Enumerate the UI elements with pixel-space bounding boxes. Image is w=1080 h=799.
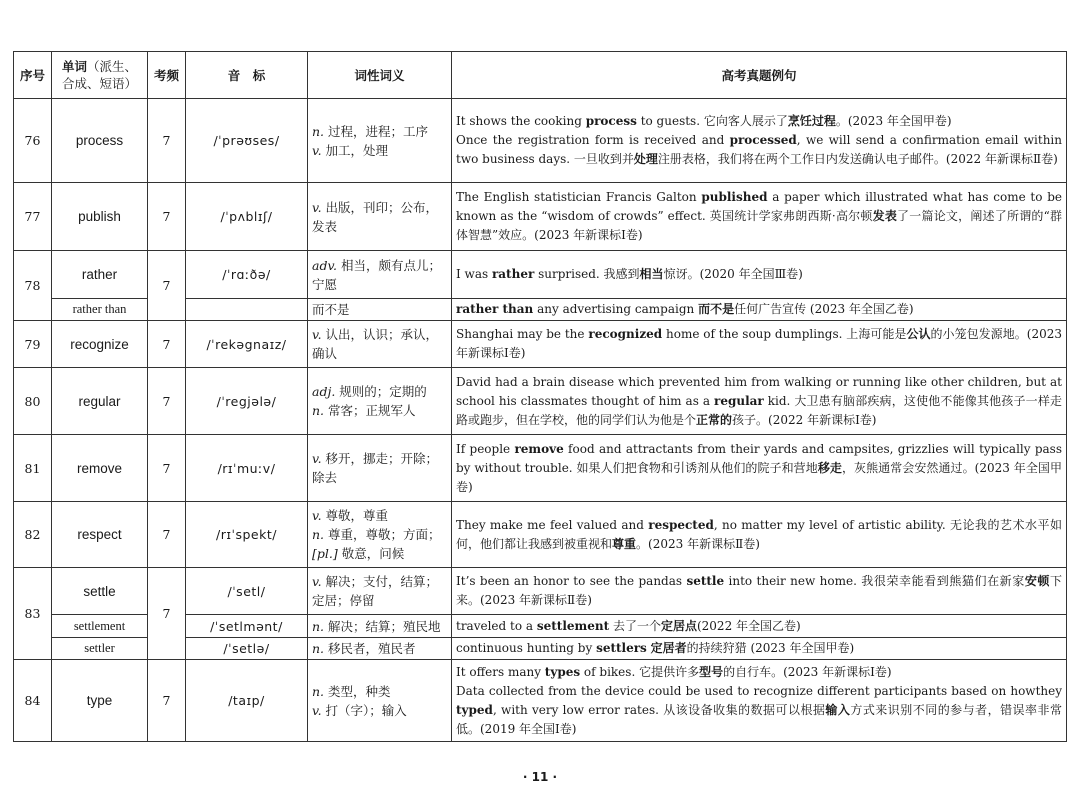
row-phonetic: /ˈprəʊses/ (186, 99, 308, 183)
part-of-speech: n. (312, 403, 328, 418)
example-keyword: 发表 (872, 209, 898, 223)
example-text: 惊讶。(2020 年全国Ⅲ卷) (663, 267, 803, 281)
meaning-line (312, 525, 447, 544)
part-of-speech: n. (312, 123, 328, 139)
part-of-speech: n. (312, 683, 328, 699)
example-keyword: 安顿 (1024, 574, 1050, 588)
row-number: 76 (14, 99, 52, 183)
example-keyword: regular (714, 393, 764, 408)
example-text: The English statistician Francis Galton (456, 190, 702, 204)
row-phonetic: /ˈrekəgnaɪz/ (186, 321, 308, 368)
example-keyword: 输入 (825, 702, 851, 717)
row-number: 78 (14, 251, 52, 321)
row-word: rather than (52, 299, 148, 321)
header-meaning: 词性词义 (308, 52, 452, 99)
header-freq: 考频 (148, 52, 186, 99)
meaning-line (312, 449, 447, 487)
vocabulary-table (13, 51, 1067, 742)
table-row (14, 183, 1067, 251)
row-phonetic: /ˈregjələ/ (186, 368, 308, 435)
example-text: Data collected from the device could be used to recognize different participants based on howthey (456, 683, 1062, 698)
row-phonetic: /taɪp/ (186, 660, 308, 742)
meaning-text: 认出，认识；承认，确认 (312, 327, 439, 361)
meaning-text: 打（字）；输入 (325, 702, 407, 718)
row-word: regular (52, 368, 148, 435)
row-word: settler (52, 638, 148, 660)
example-sentence (456, 325, 1062, 363)
row-meaning (308, 660, 452, 742)
example-keyword: 定居者 (650, 641, 687, 655)
table-row (14, 502, 1067, 568)
example-keyword: 定居点 (660, 618, 697, 633)
meaning-text: 规则的；定期的 (339, 384, 427, 399)
example-sentence (456, 516, 1062, 554)
part-of-speech: v. (312, 199, 326, 215)
example-keyword: rather than (456, 302, 534, 316)
example-text: 了一篇论文，阐述了所谓的“群体智慧”效应。(2023 年新课标Ⅰ卷) (456, 209, 1062, 242)
row-meaning (308, 638, 452, 660)
meaning-text: 加工，处理 (325, 142, 389, 158)
row-meaning (308, 435, 452, 502)
meaning-text: 过程，进程；工序 (328, 123, 429, 139)
example-keyword: 公认 (906, 327, 931, 341)
row-frequency: 7 (148, 435, 186, 502)
row-phonetic: /ˈsetl/ (186, 568, 308, 615)
example-text: surprised. 我感到 (534, 267, 640, 281)
row-example (452, 321, 1067, 368)
row-example (452, 435, 1067, 502)
meaning-text: 类型，种类 (328, 683, 391, 699)
meaning-text: 相当，颇有点儿；宁愿 (312, 257, 441, 292)
row-example (452, 251, 1067, 299)
row-meaning (308, 299, 452, 321)
example-keyword: recognized (588, 327, 663, 341)
row-example (452, 660, 1067, 742)
row-number: 79 (14, 321, 52, 368)
example-keyword: types (544, 664, 581, 679)
row-frequency: 7 (148, 99, 186, 183)
example-text: , we will send a confirmation email within two business days. 一旦收到并 (456, 133, 1062, 166)
row-frequency: 7 (148, 183, 186, 251)
header-example: 高考真题例句 (452, 52, 1067, 99)
example-text: If people (456, 441, 515, 456)
example-text: 。(2023 年全国甲卷) (835, 114, 952, 128)
row-meaning (308, 99, 452, 183)
example-text: home of the soup dumplings. 上海可能是 (662, 327, 907, 341)
meaning-line (312, 256, 447, 294)
example-keyword: typed (456, 702, 493, 717)
example-keyword: published (701, 190, 768, 204)
example-text: continuous hunting by (456, 641, 597, 655)
example-text: a paper which illustrated what has come to be known as the “wisdom of crowds” effect. 英国统计学家弗朗西斯·高尔顿 (456, 190, 1062, 223)
row-number: 83 (14, 568, 52, 660)
meaning-line (312, 122, 447, 141)
row-example (452, 502, 1067, 568)
example-sentence (456, 440, 1062, 497)
row-meaning (308, 502, 452, 568)
row-frequency: 7 (148, 321, 186, 368)
example-keyword: 相当 (639, 267, 664, 281)
part-of-speech: v. (312, 508, 326, 523)
row-phonetic (186, 299, 308, 321)
table-row (14, 660, 1067, 742)
example-sentence (456, 572, 1062, 610)
example-keyword: 烹饪过程 (787, 114, 836, 128)
example-text: Once the registration form is received and (456, 133, 730, 147)
row-word: process (52, 99, 148, 183)
header-word (52, 52, 148, 99)
meaning-line (312, 325, 447, 363)
example-text: David had a brain disease which prevented him from walking or running like other children, but at school his classmates thought of him as a (456, 374, 1062, 408)
meaning-line (312, 300, 447, 319)
example-text: 孩子。(2022 年新课标Ⅰ卷) (732, 412, 877, 427)
example-text: , no matter my level of artistic ability. 无论我的艺术水平如何，他们都让我感到被重视和 (456, 517, 1062, 551)
table-header-row (14, 52, 1067, 99)
example-text: It offers many (456, 664, 545, 679)
meaning-text: 解决；支付，结算；定居；停留 (312, 574, 439, 608)
example-text: (2022 年全国乙卷) (696, 618, 801, 633)
meaning-text: 敬意，问候 (341, 546, 405, 561)
example-text: Shanghai may be the (456, 327, 589, 341)
example-keyword: 型号 (699, 664, 724, 679)
example-text: They make me feel valued and (456, 517, 649, 532)
example-text: 的自行车。(2023 年新课标Ⅰ卷) (723, 664, 892, 679)
header-ipa: 音 标 (186, 52, 308, 99)
meaning-line (312, 506, 447, 525)
example-sentence (456, 663, 1062, 682)
example-text: It’s been an honor to see the pandas (456, 574, 687, 588)
row-word: type (52, 660, 148, 742)
row-frequency: 7 (148, 502, 186, 568)
part-of-speech: n. (312, 527, 328, 542)
example-text: of bikes. 它提供许多 (580, 664, 700, 679)
part-of-speech: [pl.] (312, 546, 342, 561)
table-row (14, 435, 1067, 502)
meaning-text: 常客；正规军人 (328, 403, 416, 418)
row-word: remove (52, 435, 148, 502)
table-row (14, 251, 1067, 299)
table-row (14, 99, 1067, 183)
page-number: · 11 · (522, 770, 558, 784)
example-sentence (456, 617, 1062, 636)
example-sentence (456, 373, 1062, 430)
row-word: settlement (52, 615, 148, 638)
example-sentence (456, 131, 1062, 169)
row-word: respect (52, 502, 148, 568)
example-keyword: rather (491, 267, 535, 281)
example-keyword: process (585, 114, 637, 128)
row-frequency: 7 (148, 368, 186, 435)
row-number: 84 (14, 660, 52, 742)
meaning-text: 移民者，殖民者 (328, 641, 416, 656)
example-keyword: 尊重 (612, 536, 637, 551)
example-text: 去了一个 (609, 618, 661, 633)
row-example (452, 368, 1067, 435)
meaning-text: 尊重，尊敬；方面； (328, 527, 441, 542)
example-text: to guests. 它向客人展示了 (636, 114, 788, 128)
example-text: It shows the cooking (456, 114, 586, 128)
row-phonetic: /rɪˈmuːv/ (186, 435, 308, 502)
header-num: 序号 (14, 52, 52, 99)
row-phonetic: /ˈsetlə/ (186, 638, 308, 660)
example-text: into their new home. 我很荣幸能看到熊猫们在新家 (724, 574, 1025, 588)
part-of-speech: v. (312, 142, 326, 158)
example-text: ，灰熊通常会安然通过。(2023 年全国甲卷) (456, 460, 1062, 494)
meaning-text: 而不是 (312, 302, 350, 317)
part-of-speech: v. (312, 702, 326, 718)
row-example (452, 568, 1067, 615)
meaning-line (312, 382, 447, 401)
part-of-speech: adv. (312, 257, 341, 273)
meaning-text: 移开，挪走；开除；除去 (312, 451, 439, 485)
row-example (452, 299, 1067, 321)
example-text: 任何广告宣传 (2023 年全国乙卷) (734, 302, 914, 316)
row-frequency: 7 (148, 568, 186, 660)
row-number: 77 (14, 183, 52, 251)
example-keyword: 正常的 (696, 412, 733, 427)
example-text: 注册表格，我们将在两个工作日内发送确认电子邮件。(2022 年新课标Ⅱ卷) (657, 152, 1058, 166)
row-number: 82 (14, 502, 52, 568)
example-keyword: settlers (596, 641, 647, 655)
row-meaning (308, 615, 452, 638)
row-meaning (308, 321, 452, 368)
row-phonetic: /ˈrɑːðə/ (186, 251, 308, 299)
table-row (14, 568, 1067, 615)
meaning-line (312, 701, 447, 720)
meaning-line (312, 682, 447, 701)
meaning-line (312, 639, 447, 658)
row-phonetic: /ˈpʌblɪʃ/ (186, 183, 308, 251)
row-number: 80 (14, 368, 52, 435)
row-frequency: 7 (148, 251, 186, 321)
row-phonetic: /rɪˈspekt/ (186, 502, 308, 568)
example-keyword: 而不是 (698, 302, 735, 316)
row-example (452, 183, 1067, 251)
meaning-line (312, 198, 447, 236)
example-sentence (456, 682, 1062, 739)
row-number: 81 (14, 435, 52, 502)
example-sentence (456, 300, 1062, 319)
row-example (452, 615, 1067, 638)
table-row (14, 368, 1067, 435)
example-keyword: settlement (536, 618, 610, 633)
example-sentence (456, 639, 1062, 658)
example-text: 下来。(2023 年新课标Ⅱ卷) (456, 574, 1063, 607)
row-word: recognize (52, 321, 148, 368)
example-text: , with very low error rates. 从该设备收集的数据可以根据 (492, 702, 826, 717)
table-row (14, 321, 1067, 368)
example-text: 。(2023 年新课标Ⅱ卷) (636, 536, 760, 551)
part-of-speech: n. (312, 618, 328, 634)
example-text: 的小笼包发源地。(2023 年新课标Ⅰ卷) (456, 327, 1062, 360)
part-of-speech: v. (312, 574, 326, 589)
example-text: 的持续狩猎 (2023 年全国甲卷) (686, 641, 855, 655)
meaning-text: 解决；结算；殖民地 (328, 618, 441, 634)
row-example (452, 99, 1067, 183)
row-word: publish (52, 183, 148, 251)
meaning-line (312, 572, 447, 610)
example-text: I was (456, 267, 492, 281)
example-keyword: 移走 (817, 460, 842, 475)
meaning-text: 尊敬，尊重 (325, 508, 389, 523)
example-text: 方式来识别不同的参与者，错误率非常低。(2019 年全国Ⅰ卷) (456, 702, 1062, 736)
part-of-speech: adj. (312, 384, 340, 399)
example-sentence (456, 265, 1062, 284)
row-meaning (308, 368, 452, 435)
example-keyword: settle (686, 574, 725, 588)
example-keyword: respected (648, 517, 714, 532)
row-meaning (308, 183, 452, 251)
row-word: rather (52, 251, 148, 299)
part-of-speech: v. (312, 327, 326, 342)
meaning-line (312, 141, 447, 160)
example-sentence (456, 112, 1062, 131)
example-text: any advertising campaign (533, 302, 699, 316)
meaning-line (312, 544, 447, 563)
example-keyword: remove (514, 441, 564, 456)
row-example (452, 638, 1067, 660)
row-frequency: 7 (148, 660, 186, 742)
row-meaning (308, 568, 452, 615)
meaning-line (312, 617, 447, 636)
part-of-speech: n. (312, 641, 328, 656)
example-text: kid. 大卫患有脑部疾病，这使他不能像其他孩子一样走路或跑步，但在学校，他的同学们认为他是个 (456, 393, 1062, 427)
meaning-line (312, 401, 447, 420)
example-sentence (456, 188, 1062, 245)
header-word-sub: （派生、合成、短语） (61, 59, 138, 91)
example-keyword: processed (729, 133, 797, 147)
example-keyword: 处理 (633, 152, 658, 166)
row-meaning (308, 251, 452, 299)
example-text: traveled to a (456, 618, 537, 633)
row-phonetic: /ˈsetlmənt/ (186, 615, 308, 638)
meaning-text: 出版，刊印；公布，发表 (312, 199, 439, 234)
part-of-speech: v. (312, 451, 326, 466)
row-word: settle (52, 568, 148, 615)
header-word-main: 单词 (61, 59, 87, 74)
example-text: food and attractants from their yards and campsites, grizzlies will typically pass by without trouble. 如果人们把食物和引诱剂从他们的院子和营地 (456, 441, 1062, 475)
